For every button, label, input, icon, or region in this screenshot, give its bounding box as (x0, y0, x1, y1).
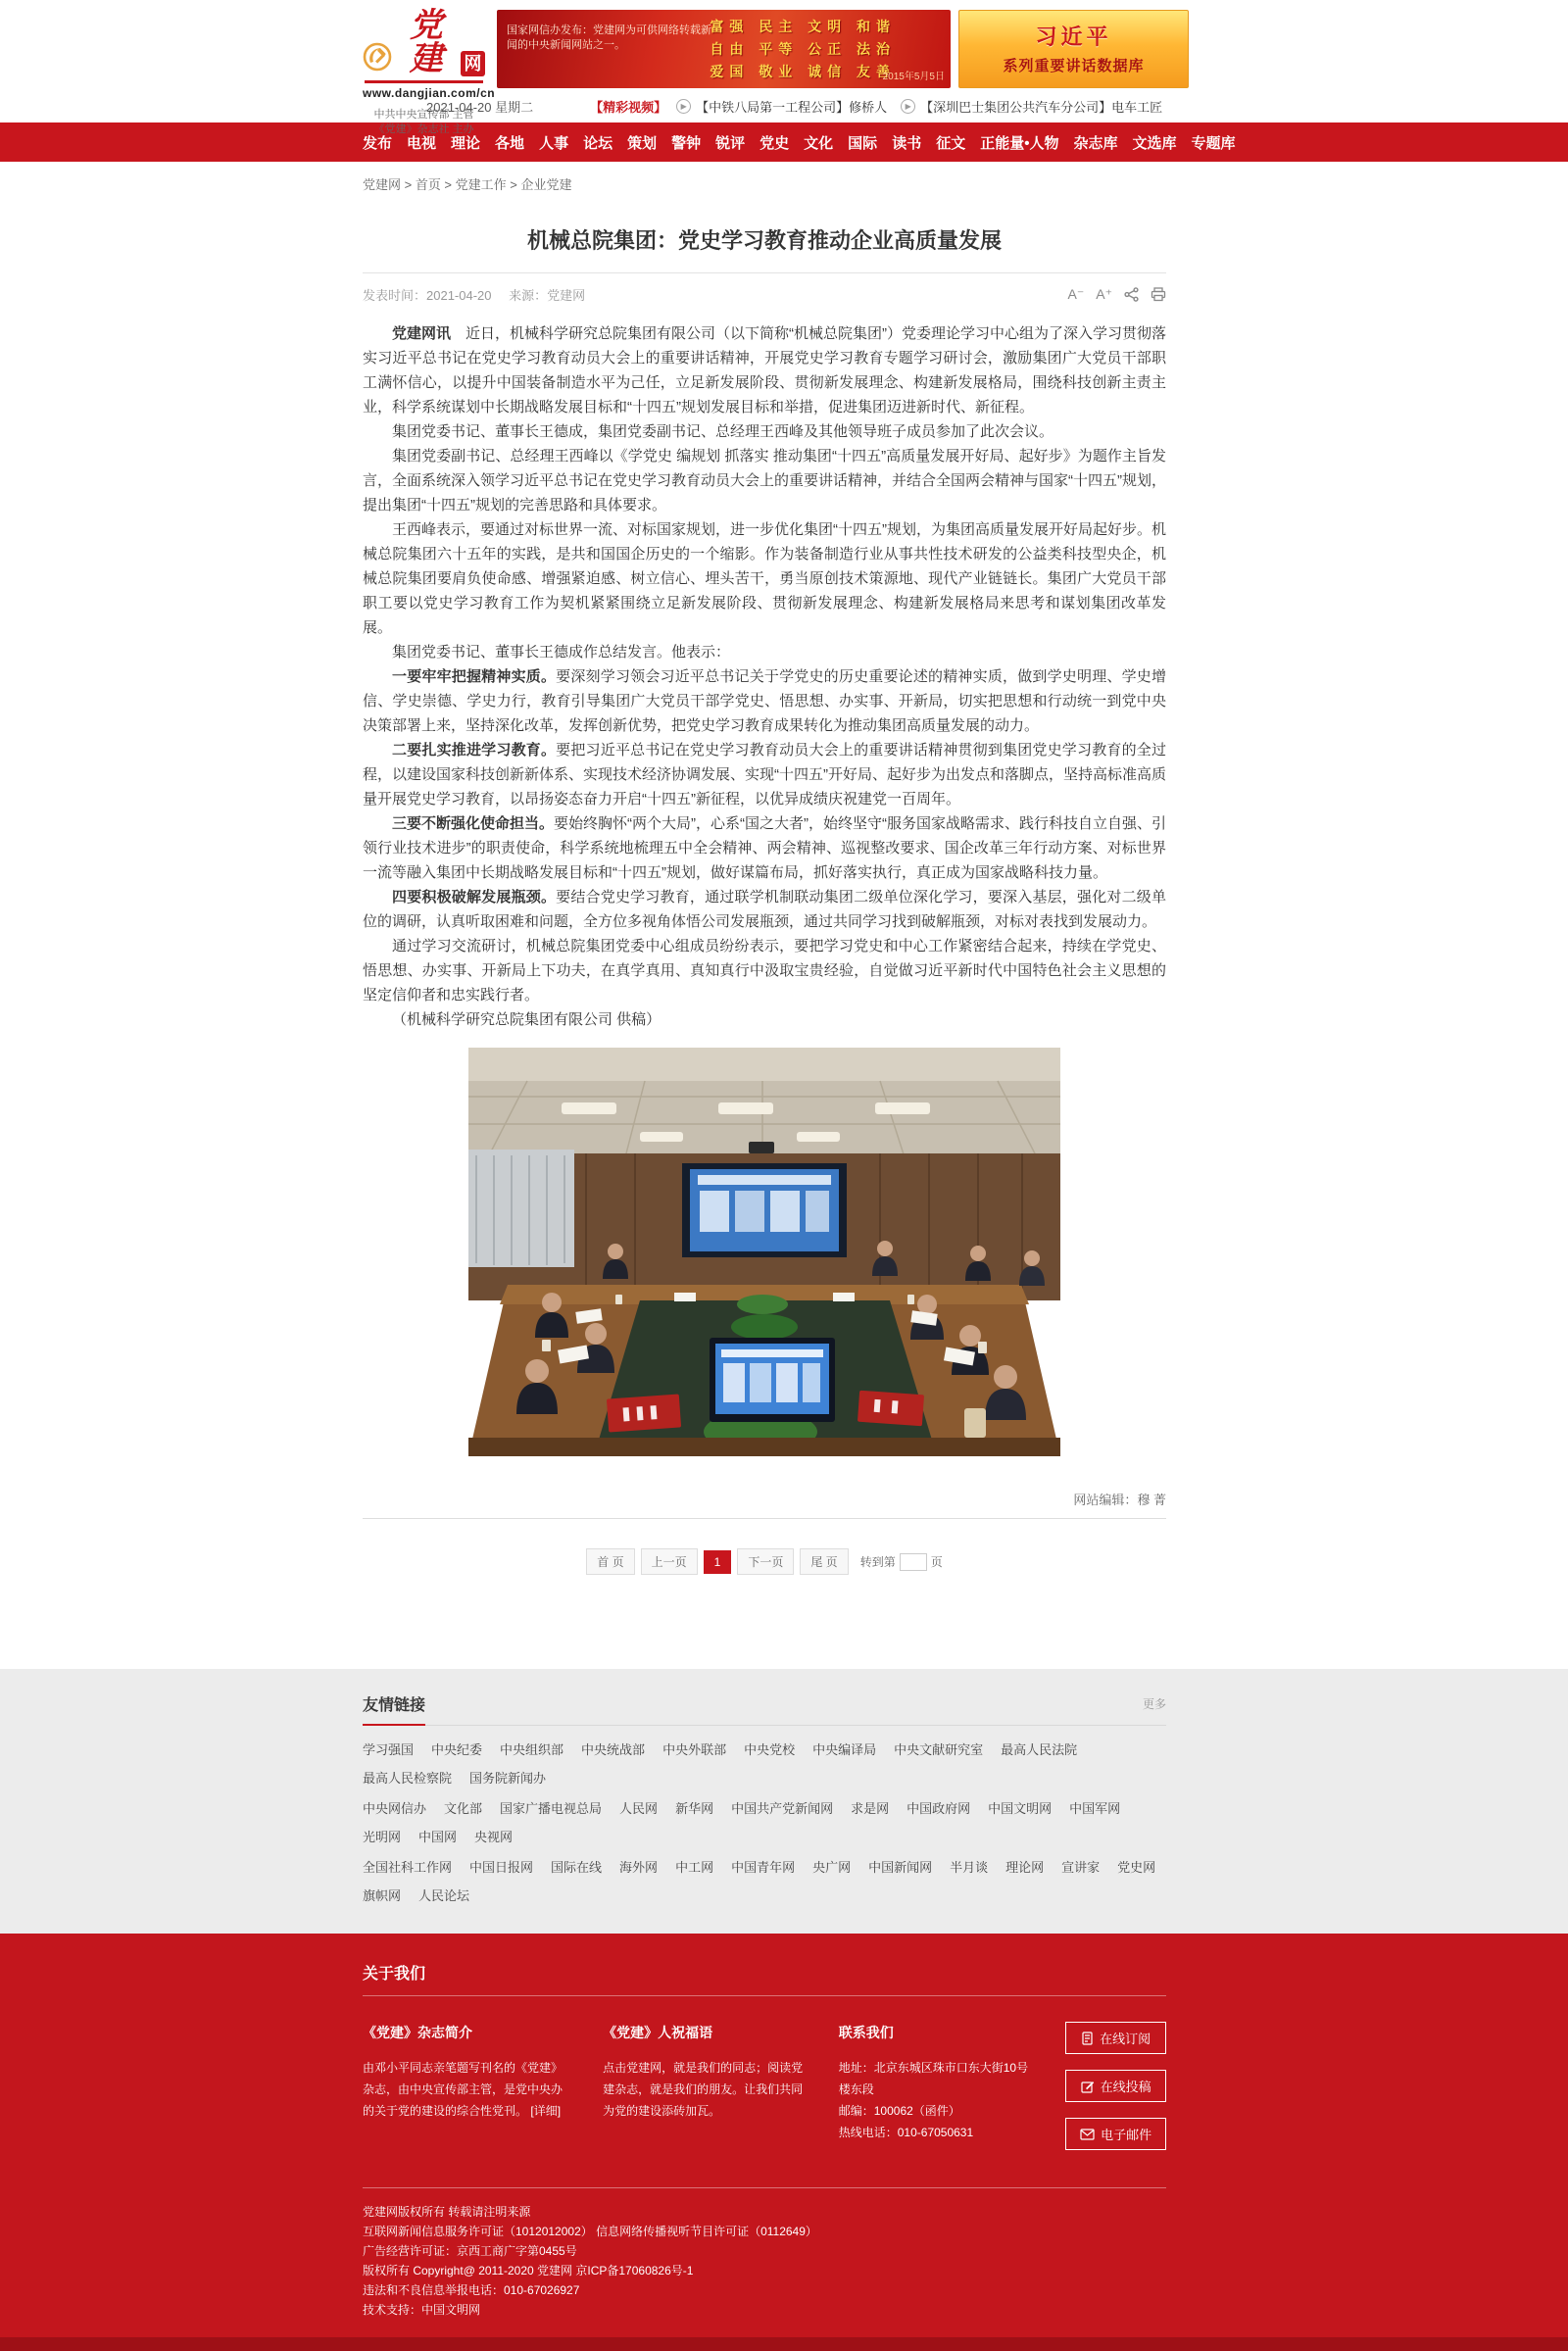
page-title: 机械总院集团：党史学习教育推动企业高质量发展 (526, 228, 1002, 253)
article-source: 来源：党建网 (509, 288, 586, 303)
magazine-intro-text: 由邓小平同志亲笔题写刊名的《党建》杂志，由中央宣传部主管，是党中央办的关于党的建设的综合性党刊。 (363, 2061, 564, 2118)
friend-links-row-2 (363, 1798, 1166, 1845)
friend-link[interactable]: 海外网 (619, 1860, 659, 1875)
friend-link[interactable]: 国务院新闻办 (469, 1771, 547, 1786)
ticker-item[interactable]: ▶ 【深圳巴士集团公共汽车分公司】电车工匠 (901, 97, 1162, 116)
friend-link[interactable]: 宣讲家 (1061, 1860, 1101, 1875)
goto-page-input[interactable] (900, 1553, 927, 1571)
nav-item[interactable]: 专题库 (1191, 134, 1236, 152)
friend-link[interactable]: 中国共产党新闻网 (731, 1801, 834, 1816)
friend-link[interactable]: 央视网 (474, 1830, 514, 1844)
friend-link[interactable]: 全国社科工作网 (363, 1860, 453, 1875)
friend-links-row-1 (363, 1739, 1166, 1787)
breadcrumb[interactable]: 党建网 > 首页 > 党建工作 > 企业党建 (363, 177, 572, 192)
friend-link[interactable]: 中国文明网 (988, 1801, 1053, 1816)
friend-link[interactable]: 新华网 (675, 1801, 714, 1816)
friend-link[interactable]: 国家广播电视总局 (500, 1801, 603, 1816)
nav-item[interactable]: 杂志库 (1073, 134, 1118, 152)
share-icon[interactable] (1124, 287, 1139, 302)
core-values-text: 富强 民主 文明 和谐 自由 平等 公正 法治 爱国 敬业 诚信 友善 (710, 19, 896, 79)
friend-link[interactable]: 中国青年网 (731, 1860, 796, 1875)
nav-item[interactable]: 发布 (363, 134, 393, 152)
editor-credit: 网站编辑：穆 菁 (1073, 1493, 1166, 1507)
logo-text: 党建 (409, 8, 443, 77)
font-larger-button[interactable]: A⁺ (1096, 286, 1112, 302)
first-page-button[interactable]: 首 页 (586, 1548, 634, 1575)
site-footer (0, 1934, 1568, 2351)
blessing-text: 点击党建网，就是我们的同志；阅读党建杂志，就是我们的朋友。让我们共同为党的建设添砖加瓦。 (603, 2061, 804, 2118)
friend-link[interactable]: 最高人民法院 (1001, 1742, 1078, 1757)
next-page-button[interactable]: 下一页 (737, 1548, 794, 1575)
friend-link[interactable]: 中国新闻网 (868, 1860, 933, 1875)
site-url: www.dangjian.com/cn (363, 86, 496, 100)
blessing-title: 《党建》人祝福语 (603, 2025, 713, 2040)
article-paragraph: 集团党委书记、董事长王德成作总结发言。他表示： (392, 644, 731, 661)
friend-link[interactable]: 中央网信办 (363, 1801, 427, 1816)
banner-notice-text: 国家网信办发布：党建网为可供网络转载新闻的中央新闻网站之一。 (507, 24, 711, 51)
friend-link[interactable]: 理论网 (1005, 1860, 1045, 1875)
article-paragraph: 集团党委副书记、总经理王西峰以《学党史 编规划 抓落实 推动集团“十四五”高质量发展开好局、起好步》为题作主旨发言，全面系统深入领学习近平总书记在党史学习教育动员大会上的重要讲话精神，并结合全国两会精神与国家“十四五”规划，提出集团“十四五”规划的完善思路和具体要求。 (363, 448, 1166, 514)
email-icon (1080, 2129, 1095, 2140)
goto-page-suffix: 页 (930, 1555, 943, 1569)
pagination (363, 1548, 1166, 1575)
article-paragraph: 通过学习交流研讨，机械总院集团党委中心组成员纷纷表示，要把学习党史和中心工作紧密结合起来，持续在学党史、悟思想、办实事、开新局上下功夫，在真学真用、真知真行中汲取宝贵经验，自觉做习近平新时代中国特色社会主义思想的坚定信仰者和忠实践行者。 (363, 938, 1166, 1004)
friend-link[interactable]: 人民网 (619, 1801, 659, 1816)
article-paragraph: 四要积极破解发展瓶颈。要结合党史学习教育，通过联学机制联动集团二级单位深化学习，要深入基层，强化对二级单位的调研，认真听取困难和问题，全方位多视角体悟公司发展瓶颈，通过共同学习找到破解瓶颈，对标对表找到发展动力。 (363, 889, 1166, 930)
friend-link[interactable]: 中央外联部 (662, 1742, 727, 1757)
article-paragraph: 一要牢牢把握精神实质。要深刻学习领会习近平总书记关于学党史的历史重要论述的精神实质，做到学史明理、学史增信、学史崇德、学史力行，教育引导集团广大党员干部学党史、悟思想、办实事、开新局，切实把思想和行动统一到党中央决策部署上来，坚持深化改革，发挥创新优势，把党史学习教育成果转化为推动集团高质量发展的动力。 (363, 668, 1166, 734)
article-paragraph: （机械科学研究总院集团有限公司 供稿） (392, 1011, 662, 1028)
play-icon: ▶ (676, 99, 691, 114)
friend-link[interactable]: 央广网 (812, 1860, 852, 1875)
sponsor-line-1: 中共中央宣传部 主管 (373, 109, 474, 121)
play-icon: ▶ (901, 99, 915, 114)
banner-date: 2015年5月5日 (882, 72, 945, 82)
editor-divider (363, 1518, 1166, 1519)
ticker-items (676, 97, 1162, 116)
contact-zipcode: 邮编：100062（函件） (838, 2104, 960, 2118)
friend-link[interactable]: 旗帜网 (363, 1888, 402, 1903)
current-page-button[interactable]: 1 (704, 1550, 732, 1574)
logo-underline (365, 80, 483, 83)
ticker-label[interactable]: 【精彩视频】 (590, 100, 667, 115)
friend-link[interactable]: 最高人民检察院 (363, 1771, 453, 1786)
friend-link[interactable]: 中国网 (418, 1830, 458, 1844)
nav-item[interactable]: 警钟 (671, 134, 702, 152)
nav-item[interactable]: 正能量•人物 (980, 134, 1059, 152)
article-photo (468, 1048, 1060, 1456)
email-button[interactable]: 电子邮件 (1065, 2118, 1166, 2150)
ticker-item[interactable]: ▶ 【中铁八局第一工程公司】修桥人 (676, 97, 887, 116)
site-logo[interactable] (363, 8, 496, 137)
news-ticker (426, 97, 1189, 116)
more-link[interactable]: 更多 (1142, 1697, 1166, 1711)
core-values-banner[interactable] (497, 10, 951, 88)
copyright-line: 互联网新闻信息服务许可证（1012012002） 信息网络传播视听节目许可证（0112649） (363, 2225, 817, 2238)
friend-link[interactable]: 文化部 (444, 1801, 483, 1816)
magazine-intro-title: 《党建》杂志简介 (363, 2025, 472, 2040)
article-paragraph: 党建网讯 近日，机械科学研究总院集团有限公司（以下简称“机械总院集团”）党委理论学习中心组为了深入学习贯彻落实习近平总书记在党史学习教育动员大会上的重要讲话精神，开展党史学习教育专题学习研讨会，激励集团广大党员干部职工满怀信心，以提升中国装备制造水平为己任，立足新发展阶段、贯彻新发展理念、构建新发展格局，围绕科技创新主责主业，科学系统谋划中长期战略发展目标和“十四五”规划发展目标和举措，促进集团迈进新时代、新征程。 (363, 325, 1167, 416)
online-contribute-button[interactable]: 在线投稿 (1065, 2070, 1166, 2102)
sponsor-line-2: 《党建》杂志社 主办 (373, 123, 474, 135)
contact-hotline: 热线电话：010-67050631 (838, 2126, 974, 2139)
nav-item[interactable]: 理论 (451, 134, 481, 152)
bottom-strip (0, 2337, 1568, 2351)
friend-links-row-3 (363, 1857, 1166, 1904)
print-icon[interactable] (1151, 287, 1166, 302)
article (363, 224, 1166, 1575)
nav-item[interactable]: 各地 (495, 134, 525, 152)
last-page-button[interactable]: 尾 页 (800, 1548, 848, 1575)
logo-net-box: 网 (461, 51, 485, 76)
contribute-icon (1081, 2080, 1095, 2093)
friend-links-section (0, 1669, 1568, 1934)
friend-link[interactable]: 中央统战部 (581, 1742, 646, 1757)
article-body (363, 321, 1166, 1032)
font-smaller-button[interactable]: A⁻ (1067, 286, 1085, 302)
nav-item[interactable]: 国际 (848, 134, 878, 152)
nav-item[interactable]: 人事 (539, 134, 569, 152)
nav-item[interactable]: 论坛 (583, 134, 613, 152)
friend-link[interactable]: 求是网 (851, 1801, 890, 1816)
friend-link[interactable]: 中国日报网 (469, 1860, 534, 1875)
friend-link[interactable]: 人民论坛 (418, 1888, 470, 1903)
subscribe-icon (1081, 2032, 1094, 2045)
friend-link[interactable]: 党史网 (1117, 1860, 1156, 1875)
copyright-line: 版权所有 Copyright@ 2011-2020 党建网 京ICP备17060826号-1 (363, 2264, 694, 2278)
nav-item[interactable]: 征文 (936, 134, 966, 152)
copyright-block (363, 2187, 1166, 2337)
party-emblem-icon (363, 42, 392, 76)
article-paragraph: 三要不断强化使命担当。要始终胸怀“两个大局”，心系“国之大者”，始终坚守“服务国家战略需求、践行科技自立自强、引领行业技术进步”的职责使命，科学系统地梳理五中全会精神、两会精神、巡视整改要求、国企改革三年行动方案、对标世界一流等融入集团中长期战略发展目标和“十四五”规划，做好谋篇布局，抓好落实执行，真正成为国家战略科技力量。 (363, 815, 1166, 881)
about-us-title: 关于我们 (363, 1961, 1166, 1996)
prev-page-button[interactable]: 上一页 (641, 1548, 698, 1575)
copyright-line: 违法和不良信息举报电话：010-67026927 (363, 2283, 580, 2297)
friend-link[interactable]: 光明网 (363, 1830, 402, 1844)
friend-link[interactable]: 中央纪委 (431, 1742, 483, 1757)
nav-item[interactable]: 电视 (407, 134, 437, 152)
friend-link[interactable]: 中央组织部 (500, 1742, 564, 1757)
friend-link[interactable]: 中央文献研究室 (894, 1742, 984, 1757)
friend-link[interactable]: 中国军网 (1069, 1801, 1121, 1816)
nav-item[interactable]: 策划 (627, 134, 658, 152)
friend-link[interactable]: 中央编译局 (812, 1742, 877, 1757)
detail-link[interactable]: [详细] (530, 2104, 562, 2118)
friend-link[interactable]: 半月谈 (950, 1860, 989, 1875)
publish-time: 发表时间：2021-04-20 (363, 288, 492, 303)
nav-item[interactable]: 党史 (760, 134, 790, 152)
online-subscribe-button[interactable]: 在线订阅 (1065, 2022, 1166, 2054)
friend-links-title: 友情链接 (363, 1692, 425, 1726)
article-paragraph: 二要扎实推进学习教育。要把习近平总书记在党史学习教育动员大会上的重要讲话精神贯彻到集团党史学习教育的全过程，以建设国家科技创新新体系、实现技术经济协调发展、实现“十四五”开好局、起好步为出发点和落脚点，坚持高标准高质量开展党史学习教育，以昂扬姿态奋力开启“十四五”新征程，以优异成绩庆祝建党一百周年。 (363, 742, 1166, 808)
nav-item[interactable]: 文选库 (1132, 134, 1177, 152)
friend-link[interactable]: 中央党校 (744, 1742, 796, 1757)
friend-link[interactable]: 中工网 (675, 1860, 714, 1875)
article-paragraph: 王西峰表示，要通过对标世界一流、对标国家规划，进一步优化集团“十四五”规划，为集团高质量发展开好局起好步。机械总院集团六十五年的实践，是共和国国企历史的一个缩影。作为装备制造行业从事共性技术研发的公益类科技型央企，机械总院集团要肩负使命感、增强紧迫感、树立信心、埋头苦干，勇当原创技术策源地、现代产业链链长。集团广大党员干部职工要以党史学习教育工作为契机紧紧围绕立足新发展阶段、贯彻新发展理念、构建新发展格局来思考和谋划集团改革发展。 (363, 521, 1166, 636)
friend-link[interactable]: 中国政府网 (906, 1801, 971, 1816)
xi-speeches-banner[interactable]: 习近平 系列重要讲话数据库 (958, 10, 1189, 88)
nav-item[interactable]: 锐评 (715, 134, 746, 152)
article-meta (363, 285, 599, 304)
friend-link[interactable]: 学习强国 (363, 1742, 415, 1757)
contact-title: 联系我们 (838, 2025, 894, 2040)
copyright-line: 广告经营许可证：京西工商广字第0455号 (363, 2244, 577, 2258)
copyright-line: 技术支持：中国文明网 (363, 2303, 481, 2317)
friend-link[interactable]: 国际在线 (551, 1860, 603, 1875)
article-paragraph: 集团党委书记、董事长王德成，集团党委副书记、总经理王西峰及其他领导班子成员参加了此次会议。 (392, 423, 1054, 440)
site-header (0, 0, 1568, 135)
nav-item[interactable]: 读书 (892, 134, 922, 152)
contact-address: 地址：北京东城区珠市口东大街10号楼东段 (838, 2061, 1029, 2096)
current-date: 2021-04-20 星期二 (426, 100, 534, 115)
goto-page-label: 转到第 (859, 1555, 896, 1569)
nav-item[interactable]: 文化 (804, 134, 834, 152)
copyright-line: 党建网版权所有 转载请注明来源 (363, 2205, 531, 2219)
